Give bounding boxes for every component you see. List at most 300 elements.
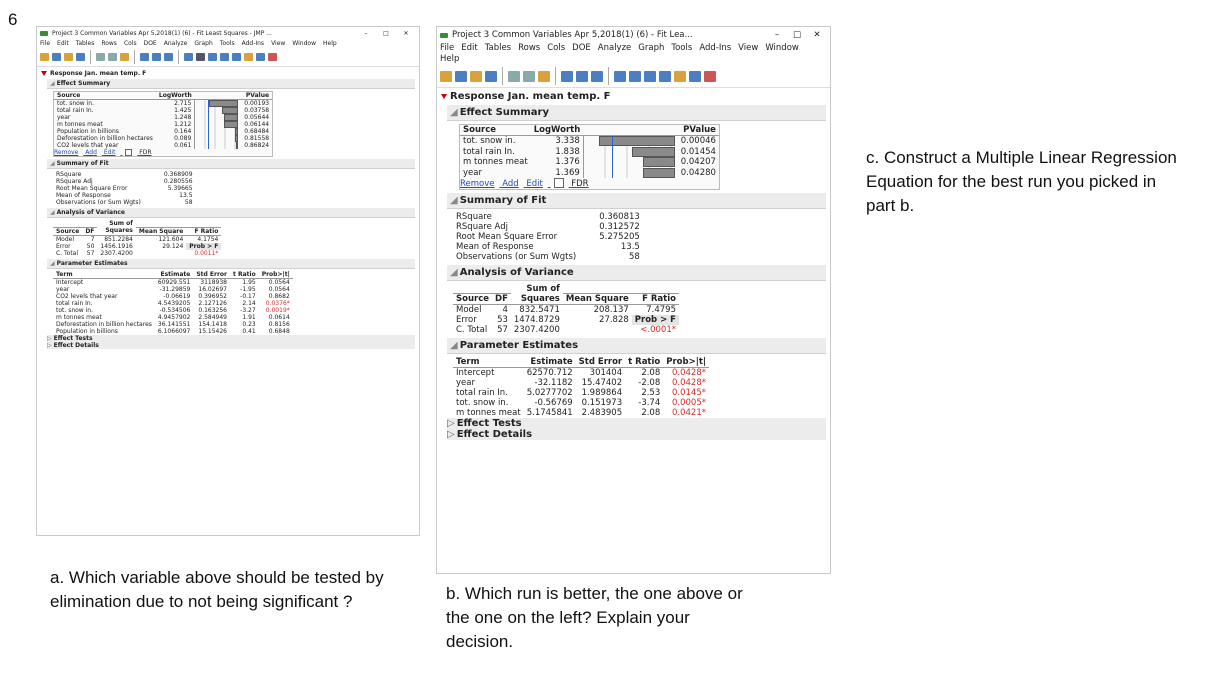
fit-label: RSquare <box>56 171 82 178</box>
section-title: Summary of Fit <box>56 160 109 167</box>
logworth-bar-cell <box>195 121 242 128</box>
f-ratio-cell: <.0001* <box>640 325 676 335</box>
effect-summary-row <box>460 147 719 158</box>
fit-label: RSquare Adj <box>56 178 93 185</box>
col-f-ratio: F Ratio <box>632 294 679 305</box>
source-cell: total rain In. <box>463 146 515 157</box>
fit-value: 5.275205 <box>599 231 640 242</box>
summary-of-fit-header[interactable] <box>447 193 826 209</box>
title-bar <box>37 27 419 40</box>
disclosure-open-icon[interactable]: ◢ <box>450 266 458 278</box>
col-logworth: LogWorth <box>531 125 584 136</box>
minimize-button[interactable]: – <box>364 30 368 37</box>
term-cell: tot. snow in. <box>56 306 93 314</box>
new-table-icon[interactable] <box>455 71 467 82</box>
estimate-cell: 6.1066097 <box>157 327 191 335</box>
parameter-row <box>53 278 293 286</box>
parameter-estimates-header[interactable] <box>47 259 415 269</box>
menu-cols[interactable]: Cols <box>547 43 566 53</box>
std-error-cell: 0.163256 <box>198 306 228 314</box>
menu-view[interactable]: View <box>738 43 759 53</box>
anova-header[interactable] <box>47 208 415 218</box>
t-ratio-cell: 2.14 <box>242 299 256 307</box>
parameter-row <box>53 293 293 300</box>
new-table-icon[interactable] <box>52 53 61 61</box>
source-cell: Model <box>456 305 482 315</box>
estimate-cell: 5.0277702 <box>526 388 573 398</box>
distribution-icon[interactable] <box>576 71 588 82</box>
sum-of-label: Sum of <box>526 283 560 294</box>
pvalue-reference-line <box>612 168 613 179</box>
col-source: Source <box>54 92 156 100</box>
std-error-cell: 3118938 <box>200 278 228 286</box>
estimate-cell: 4.9457902 <box>157 313 191 321</box>
parameter-row <box>453 378 709 388</box>
window-title: Project 3 Common Variables Apr 5,2018(1) (6) - Fit Least Squares - JMP ... <box>52 30 272 37</box>
menu-doe[interactable]: DOE <box>143 40 157 47</box>
report-content <box>437 88 830 443</box>
slide-number: 6 <box>8 10 18 29</box>
pvalue-reference-line <box>612 147 613 158</box>
estimate-cell: -31.29859 <box>159 285 191 293</box>
close-button[interactable]: ✕ <box>813 30 821 40</box>
fdr-label: FDR <box>571 178 589 189</box>
disclosure-open-icon[interactable]: ◢ <box>450 340 458 351</box>
disclosure-closed-icon[interactable]: ▷ <box>447 418 455 429</box>
mean-square-cell <box>136 250 186 257</box>
brush-tool-icon[interactable] <box>674 71 686 82</box>
edit-link[interactable]: Edit <box>103 149 116 156</box>
effect-summary-row <box>54 100 272 108</box>
col-df: DF <box>492 294 511 305</box>
parameter-row <box>53 321 293 328</box>
prob-t-cell: 0.0428* <box>672 368 706 378</box>
pvalue-reference-line <box>208 128 209 135</box>
summary-of-fit-row <box>53 199 196 206</box>
term-cell: m tonnes meat <box>56 313 102 321</box>
effect-summary-row <box>54 142 272 149</box>
question-c: c. Construct a Multiple Linear Regression Equation for the best run you picked in part b. <box>866 148 1177 215</box>
pvalue-cell: 0.68484 <box>244 128 270 135</box>
estimate-cell: 60929.551 <box>157 278 191 286</box>
df-cell: 57 <box>86 249 95 257</box>
effect-summary-header[interactable] <box>47 79 415 89</box>
pvalue-reference-line <box>208 100 209 107</box>
journal-icon[interactable] <box>164 53 173 61</box>
summary-of-fit-row <box>53 178 196 185</box>
logworth-bar-cell <box>195 107 242 114</box>
anova-row <box>453 315 679 325</box>
col-estimate: Estimate <box>524 357 576 368</box>
term-cell: tot. snow in. <box>456 398 509 408</box>
menu-file[interactable]: File <box>40 40 51 47</box>
menu-cols[interactable]: Cols <box>123 40 137 47</box>
f-ratio-cell: 0.0011* <box>194 249 219 257</box>
estimate-cell: 62570.712 <box>526 368 573 378</box>
prob-t-cell: 0.8156 <box>268 320 290 328</box>
col-grid <box>583 125 678 136</box>
logworth-cell: 1.212 <box>174 121 192 128</box>
fit-label: Mean of Response <box>56 192 111 199</box>
t-ratio-cell: 2.08 <box>641 368 661 378</box>
term-cell: Intercept <box>456 368 495 378</box>
effect-details-header[interactable] <box>47 342 415 349</box>
disclosure-closed-icon[interactable]: ▷ <box>47 334 52 342</box>
menu-tables[interactable]: Tables <box>484 43 512 53</box>
zoom-tool-icon[interactable] <box>256 53 265 61</box>
disclosure-open-icon[interactable]: ◢ <box>50 209 55 216</box>
crosshair-tool-icon[interactable] <box>208 53 217 61</box>
copy-icon[interactable] <box>108 53 117 61</box>
menu-window[interactable]: Window <box>765 43 799 53</box>
anova-row <box>453 305 679 316</box>
effect-tests-header[interactable] <box>447 418 826 429</box>
logworth-bar <box>643 168 675 178</box>
disclosure-closed-icon[interactable]: ▷ <box>447 429 455 440</box>
term-cell: Intercept <box>56 278 84 286</box>
logworth-cell: 0.164 <box>174 128 192 135</box>
pvalue-cell: 0.01454 <box>680 146 716 157</box>
col-estimate: Estimate <box>155 271 193 279</box>
annotate-tool-icon[interactable] <box>704 71 716 82</box>
effect-summary-row <box>460 157 719 168</box>
section-title: Analysis of Variance <box>56 209 125 216</box>
logworth-bar-cell <box>195 114 242 121</box>
remove-link[interactable]: Remove <box>460 178 495 189</box>
term-cell: CO2 levels that year <box>56 292 118 300</box>
col-source: Source <box>53 227 82 235</box>
source-cell: Error <box>456 315 477 325</box>
disclosure-open-icon[interactable]: ◢ <box>450 107 458 118</box>
pvalue-reference-line <box>208 114 209 121</box>
fit-value: 13.5 <box>620 241 640 252</box>
menu-help[interactable]: Help <box>322 40 337 47</box>
f-ratio-cell: Prob > F <box>186 243 221 250</box>
effect-summary-table <box>460 125 719 178</box>
col-df: DF <box>82 227 97 235</box>
fit-value: 13.5 <box>179 192 193 199</box>
pvalue-cell: 0.03758 <box>244 107 270 114</box>
toolbar-separator <box>178 50 179 64</box>
logworth-cell: 2.715 <box>174 100 192 107</box>
source-cell: tot. snow in. <box>57 100 94 107</box>
grabber-tool-icon[interactable] <box>220 53 229 61</box>
std-error-cell: 2.127126 <box>198 299 228 307</box>
fdr-checkbox[interactable] <box>125 149 132 156</box>
t-ratio-cell: -3.74 <box>638 398 661 408</box>
parameter-estimates-header[interactable] <box>447 338 826 354</box>
fit-value: 0.360813 <box>599 211 640 222</box>
menu-add-ins[interactable]: Add-Ins <box>699 43 732 53</box>
pvalue-reference-line <box>612 136 613 147</box>
response-header[interactable] <box>41 70 415 77</box>
fit-value: 5.39665 <box>167 185 193 192</box>
logworth-bar <box>235 128 239 135</box>
mean-square-cell: 208.137 <box>593 305 629 315</box>
prob-t-cell: 0.0421* <box>672 408 706 418</box>
t-ratio-cell: 1.95 <box>242 278 256 286</box>
brush-tool-icon[interactable] <box>244 53 253 61</box>
f-ratio-cell: 4.1754 <box>197 235 219 243</box>
help-tool-icon[interactable] <box>196 53 205 61</box>
logworth-bar-cell <box>583 147 678 158</box>
estimate-cell: 5.1745841 <box>526 408 573 418</box>
menu-window[interactable]: Window <box>292 40 316 47</box>
df-cell: 57 <box>497 325 508 335</box>
estimate-cell: 4.5439205 <box>157 299 191 307</box>
anova-header[interactable] <box>447 265 826 281</box>
grabber-tool-icon[interactable] <box>644 71 656 82</box>
pvalue-cell: 0.06144 <box>244 121 270 128</box>
pvalue-reference-line <box>208 121 209 128</box>
mean-square-cell: 121.604 <box>158 235 184 243</box>
summary-of-fit-header[interactable] <box>47 159 415 169</box>
source-cell: Model <box>56 235 75 243</box>
section-title: Effect Summary <box>56 80 111 87</box>
f-ratio-cell: 7.4795 <box>646 305 676 315</box>
col-f-ratio: F Ratio <box>186 227 221 235</box>
jmp-app-icon <box>440 33 448 38</box>
logworth-bar <box>224 114 238 121</box>
menu-bar <box>37 40 419 48</box>
summary-of-fit-row <box>53 192 196 199</box>
menu-rows[interactable]: Rows <box>518 43 541 53</box>
prob-t-cell: 0.0376* <box>265 299 290 307</box>
anova-row <box>53 235 221 243</box>
logworth-bar-cell <box>583 136 678 147</box>
open-data-table-icon[interactable] <box>40 53 49 61</box>
effect-summary-row <box>460 136 719 147</box>
add-link[interactable]: Add <box>502 178 519 189</box>
disclosure-open-icon[interactable]: ◢ <box>450 194 458 206</box>
t-ratio-cell: -1.95 <box>240 285 256 293</box>
fit-label: Root Mean Square Error <box>56 185 128 192</box>
effect-summary-table <box>54 92 272 149</box>
effect-summary-row <box>54 135 272 142</box>
logworth-cell: 1.248 <box>174 114 192 121</box>
menu-edit[interactable]: Edit <box>57 40 69 47</box>
source-cell: m tonnes meat <box>463 157 528 168</box>
copy-icon[interactable] <box>523 71 535 82</box>
red-triangle-menu-icon[interactable] <box>41 71 47 76</box>
menu-view[interactable]: View <box>271 40 286 47</box>
toolbar <box>37 48 419 67</box>
arrow-tool-icon[interactable] <box>184 53 193 61</box>
open-data-table-icon[interactable] <box>440 71 452 82</box>
logworth-bar <box>632 147 674 157</box>
annotate-tool-icon[interactable] <box>268 53 277 61</box>
source-cell: year <box>463 167 482 178</box>
col-pvalue: PValue <box>678 125 719 136</box>
section-title: Summary of Fit <box>459 194 547 206</box>
estimate-cell: -0.56769 <box>534 398 573 408</box>
parameter-row <box>53 307 293 314</box>
mean-square-cell: 29.124 <box>162 242 184 250</box>
term-cell: Population in billions <box>56 327 118 335</box>
prob-t-cell: 0.0614 <box>268 313 290 321</box>
parameter-row <box>53 314 293 321</box>
col-squares: Squares <box>97 227 135 235</box>
source-cell: Deforestation in billion hectares <box>57 135 153 142</box>
toolbar <box>437 65 830 88</box>
red-triangle-menu-icon[interactable] <box>441 94 447 99</box>
anova-table <box>53 220 221 257</box>
minimize-button[interactable]: – <box>774 30 780 40</box>
logworth-cell: 3.338 <box>555 136 580 147</box>
effect-summary-links <box>54 149 272 156</box>
jmp-window-reduced-model <box>436 26 831 574</box>
pvalue-reference-line <box>208 135 209 142</box>
menu-edit[interactable]: Edit <box>461 43 478 53</box>
fit-label: Observations (or Sum Wgts) <box>56 199 141 206</box>
lasso-tool-icon[interactable] <box>232 53 241 61</box>
t-ratio-cell: -0.17 <box>240 292 256 300</box>
save-icon[interactable] <box>76 53 85 61</box>
cut-icon[interactable] <box>96 53 105 61</box>
toolbar-separator <box>90 50 91 64</box>
fit-value: 58 <box>184 199 193 206</box>
col-squares: Squares <box>511 294 563 305</box>
parameter-estimates-table <box>453 357 709 418</box>
remove-link[interactable]: Remove <box>54 149 79 156</box>
col-pvalue: PValue <box>241 92 272 100</box>
sum-squares-cell: 2307.4200 <box>513 325 560 335</box>
toolbar-separator <box>555 67 556 85</box>
disclosure-open-icon[interactable]: ◢ <box>50 160 55 167</box>
fit-label: RSquare Adj <box>456 221 508 232</box>
source-cell: year <box>57 114 71 121</box>
summary-of-fit-table <box>53 171 196 206</box>
jmp-app-icon <box>40 31 48 36</box>
menu-bar <box>437 43 813 65</box>
col-prob-t: Prob>|t| <box>259 271 293 279</box>
response-header[interactable] <box>441 91 826 102</box>
effect-summary-rows <box>460 136 719 179</box>
data-grid-icon[interactable] <box>561 71 573 82</box>
summary-of-fit-row <box>453 222 643 232</box>
effect-summary-links <box>460 178 719 189</box>
fit-value: 58 <box>628 251 640 262</box>
logworth-bar <box>209 100 238 107</box>
disclosure-closed-icon[interactable]: ▷ <box>47 341 52 349</box>
source-cell: total rain In. <box>57 107 94 114</box>
source-cell: m tonnes meat <box>57 121 103 128</box>
std-error-cell: 1.989864 <box>581 388 623 398</box>
crosshair-tool-icon[interactable] <box>629 71 641 82</box>
save-icon[interactable] <box>485 71 497 82</box>
sum-squares-cell: 2307.4200 <box>100 249 133 257</box>
col-source: Source <box>453 294 492 305</box>
disclosure-open-icon[interactable]: ◢ <box>50 80 55 87</box>
logworth-bar <box>222 107 238 114</box>
pvalue-cell: 0.00046 <box>680 136 716 147</box>
source-cell: C. Total <box>56 249 79 257</box>
menu-rows[interactable]: Rows <box>101 40 117 47</box>
add-link[interactable]: Add <box>85 149 97 156</box>
logworth-bar-cell <box>195 100 242 108</box>
disclosure-open-icon[interactable]: ◢ <box>50 259 55 267</box>
effect-details-header[interactable] <box>447 429 826 440</box>
prob-t-cell: 0.0005* <box>672 398 706 408</box>
col-term: Term <box>53 271 155 279</box>
menu-tables[interactable]: Tables <box>75 40 95 47</box>
source-cell: C. Total <box>456 325 488 335</box>
fdr-label: FDR <box>139 149 152 156</box>
prob-t-cell: 0.8682 <box>268 292 290 300</box>
prob-t-cell: 0.0145* <box>672 388 706 398</box>
edit-link[interactable]: Edit <box>526 178 543 189</box>
paste-icon[interactable] <box>120 53 129 61</box>
estimate-cell: -0.06619 <box>163 292 191 300</box>
mean-square-cell <box>563 325 632 335</box>
fit-label: RSquare <box>456 211 492 222</box>
open-folder-icon[interactable] <box>470 71 482 82</box>
toolbar-separator <box>502 67 503 85</box>
summary-of-fit-row <box>453 232 643 242</box>
std-error-cell: 0.396952 <box>198 292 228 300</box>
paste-icon[interactable] <box>538 71 550 82</box>
logworth-cell: 0.089 <box>174 135 192 142</box>
menu-help[interactable]: Help <box>440 54 460 64</box>
maximize-button[interactable]: □ <box>383 30 389 37</box>
std-error-cell: 301404 <box>589 368 623 378</box>
summary-of-fit-table <box>453 212 643 262</box>
col-mean-square: Mean Square <box>563 294 632 305</box>
zoom-tool-icon[interactable] <box>689 71 701 82</box>
effect-summary-row <box>54 128 272 135</box>
anova-row <box>53 250 221 257</box>
std-error-cell: 15.47402 <box>581 378 623 388</box>
menu-graph[interactable]: Graph <box>638 43 665 53</box>
arrow-tool-icon[interactable] <box>614 71 626 82</box>
cut-icon[interactable] <box>508 71 520 82</box>
journal-icon[interactable] <box>591 71 603 82</box>
maximize-button[interactable]: □ <box>792 30 802 40</box>
effect-tests-header[interactable] <box>47 335 415 342</box>
open-folder-icon[interactable] <box>64 53 73 61</box>
menu-tools[interactable]: Tools <box>219 40 235 47</box>
menu-graph[interactable]: Graph <box>194 40 213 47</box>
fit-value: 0.368909 <box>163 171 193 178</box>
menu-doe[interactable]: DOE <box>572 43 591 53</box>
logworth-bar-cell <box>195 128 242 135</box>
distribution-icon[interactable] <box>152 53 161 61</box>
section-title: Effect Summary <box>459 107 549 118</box>
close-button[interactable]: ✕ <box>403 30 409 37</box>
toolbar-separator <box>134 50 135 64</box>
menu-tools[interactable]: Tools <box>671 43 693 53</box>
lasso-tool-icon[interactable] <box>659 71 671 82</box>
effect-summary-table-box <box>53 91 273 157</box>
estimate-cell: 36.141551 <box>157 320 191 328</box>
menu-analyze[interactable]: Analyze <box>597 43 632 53</box>
data-grid-icon[interactable] <box>140 53 149 61</box>
logworth-cell: 0.061 <box>174 142 192 149</box>
sum-squares-cell: 1456.1916 <box>100 242 133 250</box>
menu-analyze[interactable]: Analyze <box>163 40 188 47</box>
term-cell: year <box>456 378 475 388</box>
pvalue-cell: 0.05644 <box>244 114 270 121</box>
menu-file[interactable]: File <box>440 43 455 53</box>
logworth-bar <box>224 121 238 128</box>
df-cell: 53 <box>497 315 508 325</box>
term-cell: Deforestation in billion hectares <box>56 320 152 328</box>
effect-summary-header[interactable] <box>447 105 826 121</box>
fdr-checkbox[interactable] <box>554 178 564 188</box>
menu-add-ins[interactable]: Add-Ins <box>241 40 265 47</box>
effect-summary-row <box>54 114 272 121</box>
term-cell: m tonnes meat <box>456 408 521 418</box>
